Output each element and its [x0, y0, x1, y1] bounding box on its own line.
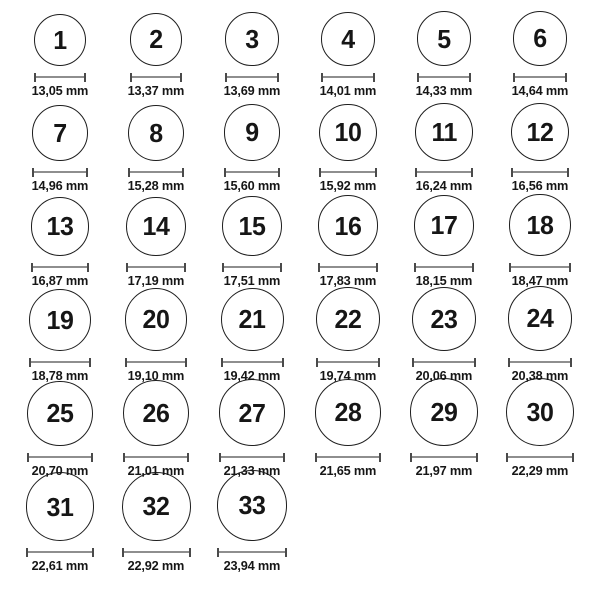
diameter-dimension-line: [217, 548, 288, 557]
diameter-label: 21,97 mm: [415, 462, 473, 478]
diameter-dimension-line: [126, 263, 185, 272]
diameter-label: 20,70 mm: [31, 462, 89, 478]
diameter-dimension-line: [225, 73, 278, 82]
ring-circle: [315, 379, 382, 446]
diameter-dimension-line: [26, 548, 94, 557]
dimension-line-bar: [125, 456, 187, 458]
ring-circle: [321, 12, 375, 66]
ring-size-number: 22: [334, 303, 362, 334]
ring-size-number: 6: [533, 23, 547, 54]
diameter-label: 22,29 mm: [511, 462, 569, 478]
ring-size-cell: [396, 103, 492, 196]
diameter-label: 18,15 mm: [415, 272, 473, 288]
ring-size-number: 13: [46, 211, 74, 242]
ring-size-cell: [12, 472, 108, 576]
diameter-label: 16,24 mm: [415, 177, 473, 193]
ring-size-number: 9: [245, 117, 259, 148]
dimension-line-bar: [317, 456, 380, 458]
diameter-label: 13,37 mm: [127, 82, 185, 98]
ring-size-number: 18: [526, 210, 554, 240]
diameter-label: 14,01 mm: [319, 82, 377, 98]
ring-size-cell: [396, 378, 492, 481]
diameter-label: 19,10 mm: [127, 367, 185, 383]
diameter-label: 22,92 mm: [127, 557, 185, 573]
ring-size-number: 17: [430, 210, 458, 241]
diameter-dimension-line: [27, 453, 92, 462]
ring-circle: [217, 470, 288, 541]
dimension-line-bar: [36, 76, 84, 78]
ring-size-cell: [108, 472, 204, 576]
dimension-line-bar: [508, 456, 572, 458]
ring-circle: [32, 105, 87, 160]
diameter-dimension-line: [316, 358, 380, 367]
diameter-dimension-line: [319, 168, 376, 177]
ring-size-number: 20: [142, 304, 170, 335]
ring-size-cell: [204, 288, 300, 386]
diameter-dimension-line: [224, 168, 281, 177]
diameter-label: 14,96 mm: [31, 177, 89, 193]
dimension-line-bar: [132, 76, 181, 78]
diameter-dimension-line: [125, 358, 188, 367]
ring-size-number: 2: [149, 24, 163, 55]
ring-size-cell: [12, 381, 108, 481]
ring-size-cell: [204, 379, 300, 481]
diameter-label: 15,60 mm: [223, 177, 281, 193]
dimension-line-bar: [31, 361, 89, 363]
diameter-label: 22,61 mm: [31, 557, 89, 573]
diameter-dimension-line: [318, 263, 378, 272]
diameter-dimension-line: [221, 358, 284, 367]
ring-size-number: 11: [431, 116, 457, 147]
diameter-dimension-line: [509, 263, 570, 272]
ring-size-number: 26: [142, 397, 170, 428]
ring-size-number: 27: [238, 397, 266, 428]
ring-circle: [224, 104, 281, 161]
ring-circle: [415, 103, 473, 161]
diameter-dimension-line: [321, 73, 375, 82]
dimension-line-bar: [321, 171, 374, 173]
dimension-line-bar: [510, 361, 571, 363]
dimension-line-bar: [417, 171, 471, 173]
diameter-dimension-line: [508, 358, 573, 367]
ring-size-number: 30: [526, 396, 554, 427]
dimension-line-bar: [318, 361, 378, 363]
ring-size-number: 31: [46, 491, 74, 522]
diameter-dimension-line: [31, 263, 90, 272]
diameter-dimension-line: [315, 453, 382, 462]
ring-circle: [513, 11, 568, 66]
dimension-line-bar: [221, 456, 283, 458]
ring-circle: [511, 103, 569, 161]
dimension-line-bar: [28, 551, 92, 553]
ring-size-number: 33: [238, 490, 266, 521]
ring-circle: [318, 195, 378, 255]
ring-circle: [225, 12, 278, 65]
diameter-dimension-line: [414, 263, 475, 272]
ring-size-cell: [396, 195, 492, 291]
ring-circle: [417, 11, 471, 65]
dimension-line-bar: [128, 266, 183, 268]
ring-size-cell: [108, 380, 204, 481]
ring-size-cell: [12, 289, 108, 386]
ring-circle: [414, 195, 475, 256]
ring-size-number: 25: [46, 398, 74, 429]
ring-size-cell: [492, 11, 588, 101]
diameter-label: 21,65 mm: [319, 462, 377, 478]
ring-circle: [412, 287, 476, 351]
diameter-label: 15,28 mm: [127, 177, 185, 193]
ring-circle: [126, 197, 185, 256]
ring-circle: [221, 288, 284, 351]
dimension-line-bar: [127, 361, 186, 363]
ring-circle: [219, 379, 285, 445]
diameter-dimension-line: [417, 73, 471, 82]
ring-size-cell: [492, 286, 588, 386]
diameter-label: 18,47 mm: [511, 272, 569, 288]
dimension-line-bar: [513, 171, 567, 173]
dimension-line-bar: [224, 266, 280, 268]
ring-size-cell: [108, 105, 204, 196]
diameter-dimension-line: [412, 358, 476, 367]
diameter-label: 17,83 mm: [319, 272, 377, 288]
dimension-line-bar: [412, 456, 475, 458]
ring-size-number: 14: [142, 211, 170, 242]
ring-size-cell: [492, 103, 588, 196]
ring-size-number: 23: [430, 303, 458, 334]
dimension-line-bar: [414, 361, 474, 363]
diameter-dimension-line: [415, 168, 473, 177]
diameter-dimension-line: [123, 453, 189, 462]
diameter-dimension-line: [128, 168, 184, 177]
diameter-label: 19,42 mm: [223, 367, 281, 383]
ring-size-cell: [300, 379, 396, 481]
dimension-line-bar: [227, 76, 276, 78]
ring-circle: [222, 196, 282, 256]
diameter-label: 17,19 mm: [127, 272, 185, 288]
ring-size-number: 10: [334, 117, 362, 148]
ring-size-number: 5: [437, 23, 451, 54]
dimension-line-bar: [515, 76, 566, 78]
ring-circle: [26, 472, 94, 540]
dimension-line-bar: [320, 266, 376, 268]
ring-size-cell: [12, 14, 108, 101]
ring-size-number: 16: [334, 210, 362, 241]
ring-size-number: 12: [526, 116, 554, 147]
ring-size-cell: [108, 13, 204, 101]
ring-circle: [34, 14, 86, 66]
diameter-dimension-line: [410, 453, 477, 462]
ring-size-number: 29: [430, 397, 458, 428]
ring-size-cell: [204, 12, 300, 101]
diameter-dimension-line: [219, 453, 285, 462]
ring-size-number: 19: [46, 304, 74, 335]
diameter-dimension-line: [34, 73, 86, 82]
diameter-label: 18,78 mm: [31, 367, 89, 383]
ring-size-number: 4: [341, 23, 355, 54]
ring-size-cell: [492, 194, 588, 291]
ring-size-cell: [300, 195, 396, 291]
ring-circle: [123, 380, 189, 446]
diameter-dimension-line: [513, 73, 568, 82]
diameter-label: 21,01 mm: [127, 462, 185, 478]
ring-size-cell: [492, 378, 588, 481]
dimension-line-bar: [419, 76, 469, 78]
ring-circle: [122, 472, 191, 541]
ring-size-cell: [12, 105, 108, 196]
ring-size-number: 24: [526, 303, 554, 334]
diameter-label: 17,51 mm: [223, 272, 281, 288]
diameter-label: 20,06 mm: [415, 367, 473, 383]
ring-size-number: 28: [334, 397, 362, 428]
ring-size-number: 15: [238, 210, 266, 241]
ring-size-cell: [300, 287, 396, 386]
dimension-line-bar: [223, 361, 282, 363]
diameter-label: 21,33 mm: [223, 462, 281, 478]
ring-circle: [509, 194, 570, 255]
diameter-label: 14,33 mm: [415, 82, 473, 98]
ring-circle: [31, 197, 90, 256]
dimension-line-bar: [29, 456, 90, 458]
ring-circle: [27, 381, 92, 446]
dimension-line-bar: [130, 171, 182, 173]
dimension-line-bar: [511, 266, 568, 268]
ring-size-number: 7: [53, 118, 67, 148]
ring-size-cell: [396, 11, 492, 101]
ring-circle: [508, 286, 573, 351]
dimension-line-bar: [226, 171, 279, 173]
dimension-line-bar: [124, 551, 189, 553]
ring-size-number: 8: [149, 117, 163, 148]
ring-circle: [130, 13, 183, 66]
dimension-line-bar: [219, 551, 286, 553]
ring-size-cell: [12, 197, 108, 291]
dimension-line-bar: [33, 266, 88, 268]
ring-size-number: 21: [238, 304, 266, 335]
diameter-dimension-line: [122, 548, 191, 557]
ring-size-cell: [204, 196, 300, 291]
ring-circle: [29, 289, 91, 351]
diameter-label: 13,69 mm: [223, 82, 281, 98]
dimension-line-bar: [416, 266, 473, 268]
diameter-dimension-line: [511, 168, 569, 177]
diameter-label: 15,92 mm: [319, 177, 377, 193]
ring-circle: [319, 104, 376, 161]
diameter-dimension-line: [32, 168, 87, 177]
ring-size-number: 3: [245, 24, 259, 55]
ring-size-cell: [204, 104, 300, 196]
diameter-label: 16,56 mm: [511, 177, 569, 193]
dimension-line-bar: [323, 76, 373, 78]
diameter-label: 16,87 mm: [31, 272, 89, 288]
diameter-dimension-line: [222, 263, 282, 272]
ring-size-number: 1: [53, 24, 67, 55]
ring-circle: [128, 105, 184, 161]
ring-size-cell: [204, 470, 300, 576]
diameter-label: 13,05 mm: [31, 82, 89, 98]
diameter-dimension-line: [29, 358, 91, 367]
ring-circle: [125, 288, 188, 351]
ring-size-cell: [300, 104, 396, 196]
dimension-line-bar: [34, 171, 85, 173]
ring-circle: [410, 378, 477, 445]
ring-size-cell: [396, 287, 492, 386]
ring-size-cell: [300, 12, 396, 101]
diameter-label: 20,38 mm: [511, 367, 569, 383]
diameter-dimension-line: [506, 453, 574, 462]
ring-size-cell: [108, 288, 204, 386]
ring-size-number: 32: [142, 491, 170, 522]
diameter-label: 14,64 mm: [511, 82, 569, 98]
ring-circle: [316, 287, 380, 351]
diameter-label: 19,74 mm: [319, 367, 377, 383]
diameter-label: 23,94 mm: [223, 557, 281, 573]
ring-circle: [506, 378, 574, 446]
ring-size-cell: [108, 197, 204, 291]
diameter-dimension-line: [130, 73, 183, 82]
